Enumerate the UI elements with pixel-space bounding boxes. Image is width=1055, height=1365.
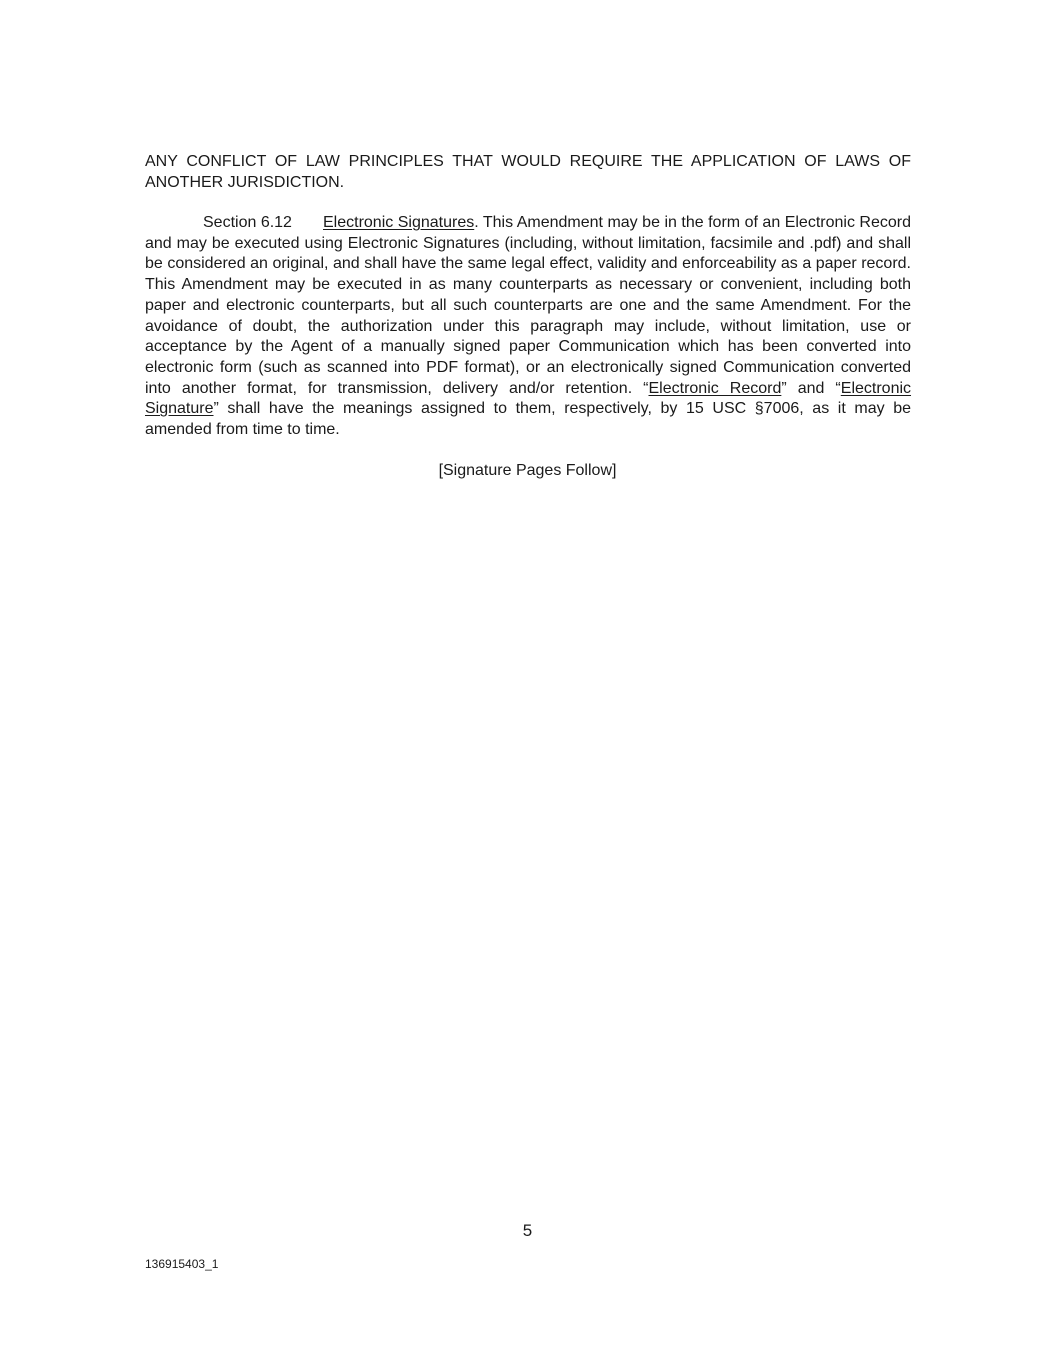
section-heading-punct: . [474, 214, 479, 231]
defined-term-electronic-record: Electronic Record [648, 379, 782, 397]
section-heading: Electronic Signatures [323, 214, 475, 231]
section-body-part1: This Amendment may be in the form of an Electronic Record and may be executed using Electronic Signatures (including, without limitation, facsimile and .pdf) and shall be considered an original, and shall have the same legal effect, validity and enforceability as a paper record. This Amendment may be executed in as many counterparts as necessary or convenient, including both paper and electronic counterparts, but all such counterparts are one and the same Amendment. For the avoidance of doubt, the authorization under this paragraph may include, without limitation, use or acceptance by the Agent of a manually signed paper Communication which has been converted into electronic form (such as scanned into PDF format), or an electronically signed Communication converted into another format, for transmission, delivery and/or retention. “ [145, 214, 912, 397]
defined-term-electronic-signature: Electronic Signature [145, 379, 912, 418]
section-number: Section 6.12 [203, 214, 292, 231]
closing-paragraph: ANY CONFLICT OF LAW PRINCIPLES THAT WOULD REQUIRE THE APPLICATION OF LAWS OF ANOTHER JURISDICTION. [145, 153, 911, 191]
signature-pages-note: [Signature Pages Follow] [438, 462, 617, 479]
section-body-part2: ” and “ [781, 379, 841, 397]
section-body-part3: ” shall have the meanings assigned to them, respectively, by 15 USC §7006, as it may be amended from time to time. [145, 400, 911, 439]
document-id: 136915403_1 [145, 1257, 219, 1271]
page-number: 5 [522, 1221, 533, 1240]
section-paragraph [145, 213, 911, 441]
